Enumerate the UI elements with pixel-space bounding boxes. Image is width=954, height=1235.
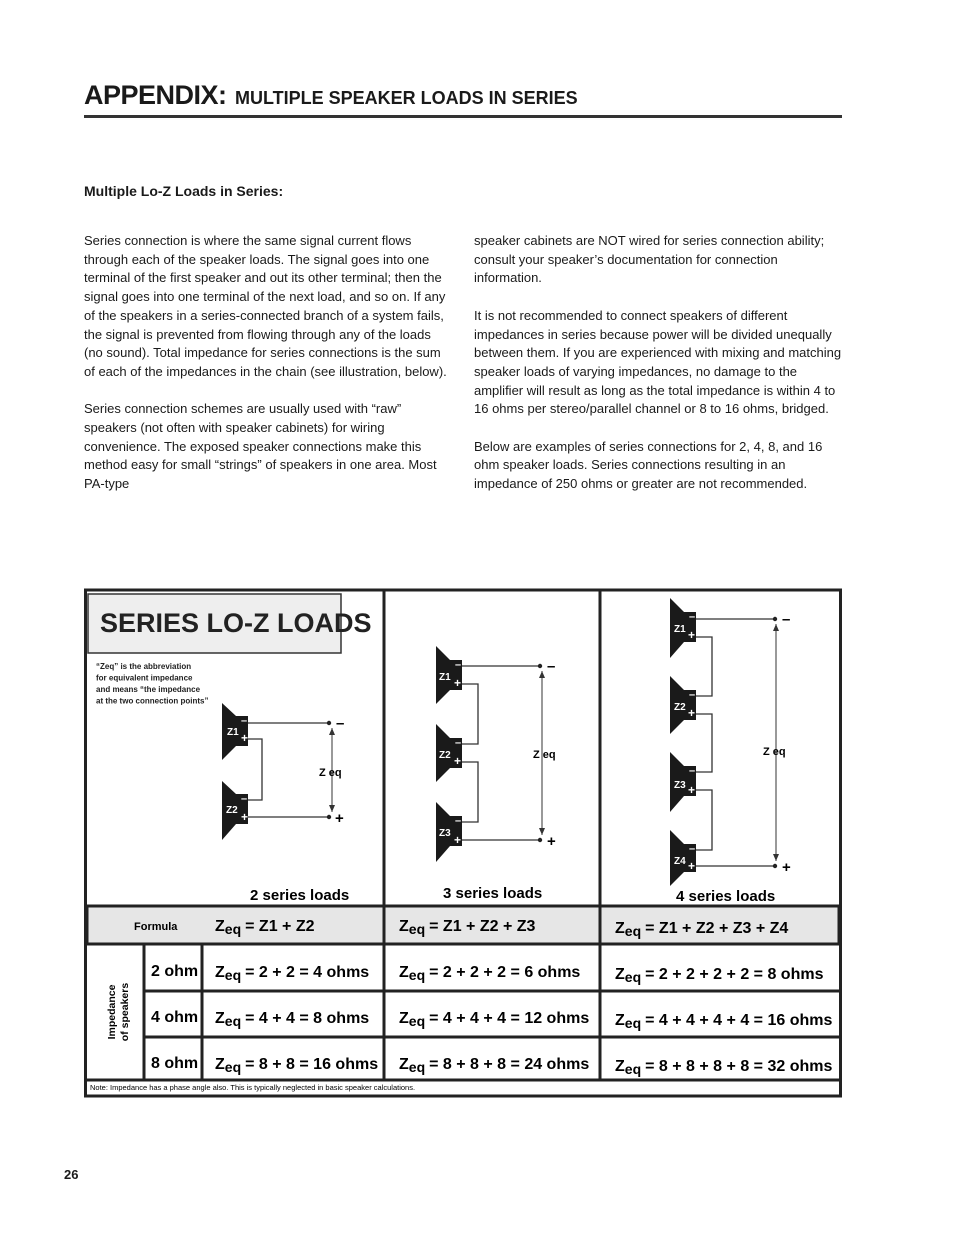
result-cell: Zeq = 8 + 8 + 8 + 8 = 32 ohms [615, 1058, 833, 1077]
minus-terminal: – [547, 658, 556, 675]
formula-label: Formula [134, 921, 178, 933]
zeq-label: Z eq [533, 749, 556, 761]
plus-terminal: + [547, 833, 556, 850]
svg-text:+: + [454, 676, 462, 690]
svg-text:of speakers: of speakers [119, 982, 131, 1042]
result-cell: Zeq = 2 + 2 + 2 + 2 = 8 ohms [615, 966, 824, 985]
result-cell: Zeq = 8 + 8 = 16 ohms [215, 1056, 379, 1075]
speaker-label: Z2 [439, 750, 451, 761]
series-loads-figure [84, 588, 844, 1100]
impedance-value: 4 ohm [151, 1009, 199, 1026]
page-header [84, 80, 842, 111]
section-title: MULTIPLE SPEAKER LOADS IN SERIES [234, 88, 578, 108]
note-line: for equivalent impedance [96, 673, 193, 683]
page-number: 26 [64, 1167, 79, 1182]
plus-terminal: + [335, 810, 344, 827]
impedance-value: 2 ohm [151, 963, 199, 980]
svg-text:+: + [241, 731, 249, 745]
column-title: 4 series loads [676, 888, 776, 905]
column-title: 3 series loads [443, 885, 543, 902]
body-left-column [84, 232, 450, 513]
paragraph: Series connection is where the same signal current flows through each of the speaker loads. The signal goes into one terminal of the first speaker and out its other terminal; then the signal goes into one terminal of the next load, and so on. If any of the speakers in a series-connected branch of a system fails, the signal is prevented from flowing through any of the loads (no sound). Total impedance for series connections is the sum of each of the impedances in the chain (see illustration, below). [84, 233, 447, 379]
svg-text:+: + [241, 810, 249, 824]
speaker-label: Z1 [674, 624, 686, 635]
appendix-title: APPENDIX: [84, 80, 227, 110]
note-line: “Zeq” is the abbreviation [96, 662, 192, 671]
svg-text:–: – [455, 737, 462, 749]
note-line: at the two connection points” [96, 696, 209, 706]
result-cell: Zeq = 4 + 4 = 8 ohms [215, 1010, 370, 1029]
speaker-label: Z3 [439, 828, 451, 839]
plus-terminal: + [782, 859, 791, 876]
svg-text:–: – [689, 765, 696, 777]
result-cell: Zeq = 4 + 4 + 4 = 12 ohms [399, 1010, 590, 1029]
speaker-label: Z4 [674, 856, 686, 867]
impedance-value: 8 ohm [151, 1055, 199, 1072]
figure-title: SERIES LO-Z LOADS [100, 608, 372, 638]
svg-text:+: + [688, 859, 696, 873]
paragraph: speaker cabinets are NOT wired for series connection ability; consult your speaker’s documentation for connection information. [474, 233, 825, 286]
result-cell: Zeq = 2 + 2 = 4 ohms [215, 964, 370, 983]
speaker-label: Z1 [227, 727, 239, 738]
svg-text:+: + [454, 754, 462, 768]
column-title: 2 series loads [250, 887, 350, 904]
figure-footnote: Note: Impedance has a phase angle also. This is typically neglected in basic speaker calculations. [90, 1083, 416, 1092]
formula-2-loads: Zeq = Z1 + Z2 [215, 918, 315, 937]
svg-text:–: – [241, 793, 248, 805]
paragraph: It is not recommended to connect speakers of different impedances in series because power will be divided unequally between them. If you are experienced with mixing and matching speaker loads of varying impedances, no damage to the amplifier will result as long as the total impedance is within 4 to 16 ohms per stereo/parallel channel or 8 to 16 ohms, bridged. [474, 307, 842, 417]
result-cell: Zeq = 2 + 2 + 2 = 6 ohms [399, 964, 581, 983]
svg-text:+: + [688, 628, 696, 642]
paragraph: Below are examples of series connections for 2, 4, 8, and 16 ohm speaker loads. Series connections resulting in an impedance of 250 ohms or greater are not recommended. [474, 438, 823, 492]
subheading: Multiple Lo-Z Loads in Series: [84, 183, 284, 199]
paragraph: Series connection schemes are usually used with “raw” speakers (not often with speaker cabinets) for wiring convenience. The exposed speaker connections make this method easy for small “strings” of speakers in one area. Most PA-type [84, 401, 437, 492]
formula-4-loads: Zeq = Z1 + Z2 + Z3 + Z4 [615, 920, 789, 939]
zeq-label: Z eq [319, 767, 342, 779]
svg-text:Impedance: Impedance [106, 984, 118, 1040]
speaker-label: Z3 [674, 780, 686, 791]
svg-text:+: + [454, 833, 462, 847]
result-cell: Zeq = 4 + 4 + 4 + 4 = 16 ohms [615, 1012, 833, 1031]
zeq-label: Z eq [763, 746, 786, 758]
header-rule [84, 115, 842, 118]
svg-text:–: – [455, 815, 462, 827]
svg-text:–: – [241, 715, 248, 727]
svg-text:–: – [689, 689, 696, 701]
formula-3-loads: Zeq = Z1 + Z2 + Z3 [399, 918, 536, 937]
speaker-label: Z1 [439, 672, 451, 683]
result-cell: Zeq = 8 + 8 + 8 = 24 ohms [399, 1056, 590, 1075]
impedance-side-label [106, 983, 131, 1042]
note-line: and means “the impedance [96, 685, 201, 694]
svg-text:–: – [689, 611, 696, 623]
svg-text:+: + [688, 706, 696, 720]
results-table [151, 963, 832, 1077]
svg-text:–: – [455, 659, 462, 671]
svg-text:+: + [688, 783, 696, 797]
minus-terminal: – [336, 715, 345, 732]
body-right-column [474, 232, 846, 513]
speaker-label: Z2 [226, 805, 238, 816]
svg-text:–: – [689, 843, 696, 855]
speaker-label: Z2 [674, 702, 686, 713]
minus-terminal: – [782, 611, 791, 628]
